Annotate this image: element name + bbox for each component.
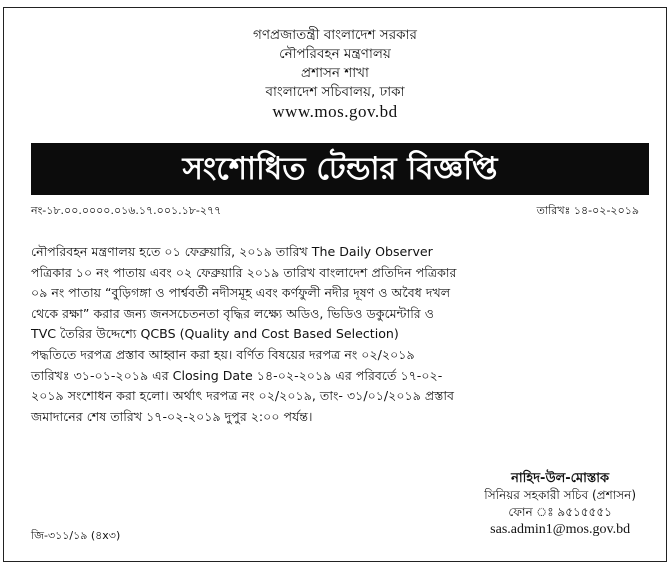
website-link[interactable]: www.mos.gov.bd bbox=[272, 102, 398, 121]
body-line: পত্রিকার ১০ নং পাতায় এবং ০২ ফেব্রুয়ারি ২০১৯ তারিখ বাংলাদেশ প্রতিদিন পত্রিকার bbox=[31, 264, 457, 280]
notice-title-banner: সংশোধিত টেন্ডার বিজ্ঞপ্তি bbox=[31, 143, 649, 195]
ministry-name: নৌপরিবহন মন্ত্রণালয় bbox=[279, 46, 391, 62]
body-line: থেকে রক্ষা” করার জন্য জনসচেতনতা বৃদ্ধির লক্ষ্যে অডিও, ভিডিও ডকুমেন্টারি ও bbox=[31, 305, 435, 321]
notice-frame bbox=[3, 7, 667, 562]
body-line: ০৯ নং পাতায় “বুড়িগঙ্গা ও পার্শ্ববর্তী নদীসমূহ এবং কর্ণফুলী নদীর দূষণ ও অবৈধ দখল bbox=[31, 285, 451, 301]
signatory-title: সিনিয়র সহকারী সচিব (প্রশাসন) bbox=[484, 488, 636, 502]
body-line: TVC তৈরির উদ্দেশ্যে QCBS (Quality and Cost Based Selection) bbox=[31, 326, 399, 342]
notice-body bbox=[31, 242, 649, 427]
document-code: জি-৩১১/১৯ (৪x৩) bbox=[31, 529, 121, 542]
body-line: জমাদানের শেষ তারিখ ১৭-০২-২০১৯ দুপুর ২:০০ পর্যন্ত। bbox=[31, 408, 313, 424]
government-name: গণপ্রজাতন্ত্রী বাংলাদেশ সরকার bbox=[253, 27, 417, 43]
reference-number: নং-১৮.০০.০০০০.০১৬.১৭.০০১.১৮-২৭৭ bbox=[31, 204, 222, 217]
header-block bbox=[4, 26, 666, 121]
section-name: প্রশাসন শাখা bbox=[301, 65, 369, 81]
location: বাংলাদেশ সচিবালয়, ঢাকা bbox=[265, 84, 405, 100]
signatory-email[interactable]: sas.admin1@mos.gov.bd bbox=[490, 522, 631, 537]
signatory-name: নাহিদ-উল-মোস্তাক bbox=[511, 471, 610, 486]
signature-block bbox=[484, 470, 636, 538]
body-line: পদ্ধতিতে দরপত্র প্রস্তাব আহ্বান করা হয়। বর্ণিত বিষয়ের দরপত্র নং ০২/২০১৯ bbox=[31, 346, 415, 362]
notice-date: তারিখঃ ১৪-০২-২০১৯ bbox=[536, 204, 639, 217]
body-line: নৌপরিবহন মন্ত্রণালয় হতে ০১ ফেব্রুয়ারি, ২০১৯ তারিখ The Daily Observer bbox=[31, 244, 433, 259]
body-line: তারিখঃ ৩১-০১-২০১৯ এর Closing Date ১৪-০২-২০১৯ এর পরিবর্তে ১৭-০২- bbox=[31, 367, 443, 383]
body-line: ২০১৯ সংশোধন করা হলো। অর্থাৎ দরপত্র নং ০২/২০১৯, তাং- ৩১/০১/২০১৯ প্রস্তাব bbox=[31, 388, 455, 404]
signatory-phone: ফোন ঃ ৯৫১৫৫৫১ bbox=[508, 505, 612, 519]
